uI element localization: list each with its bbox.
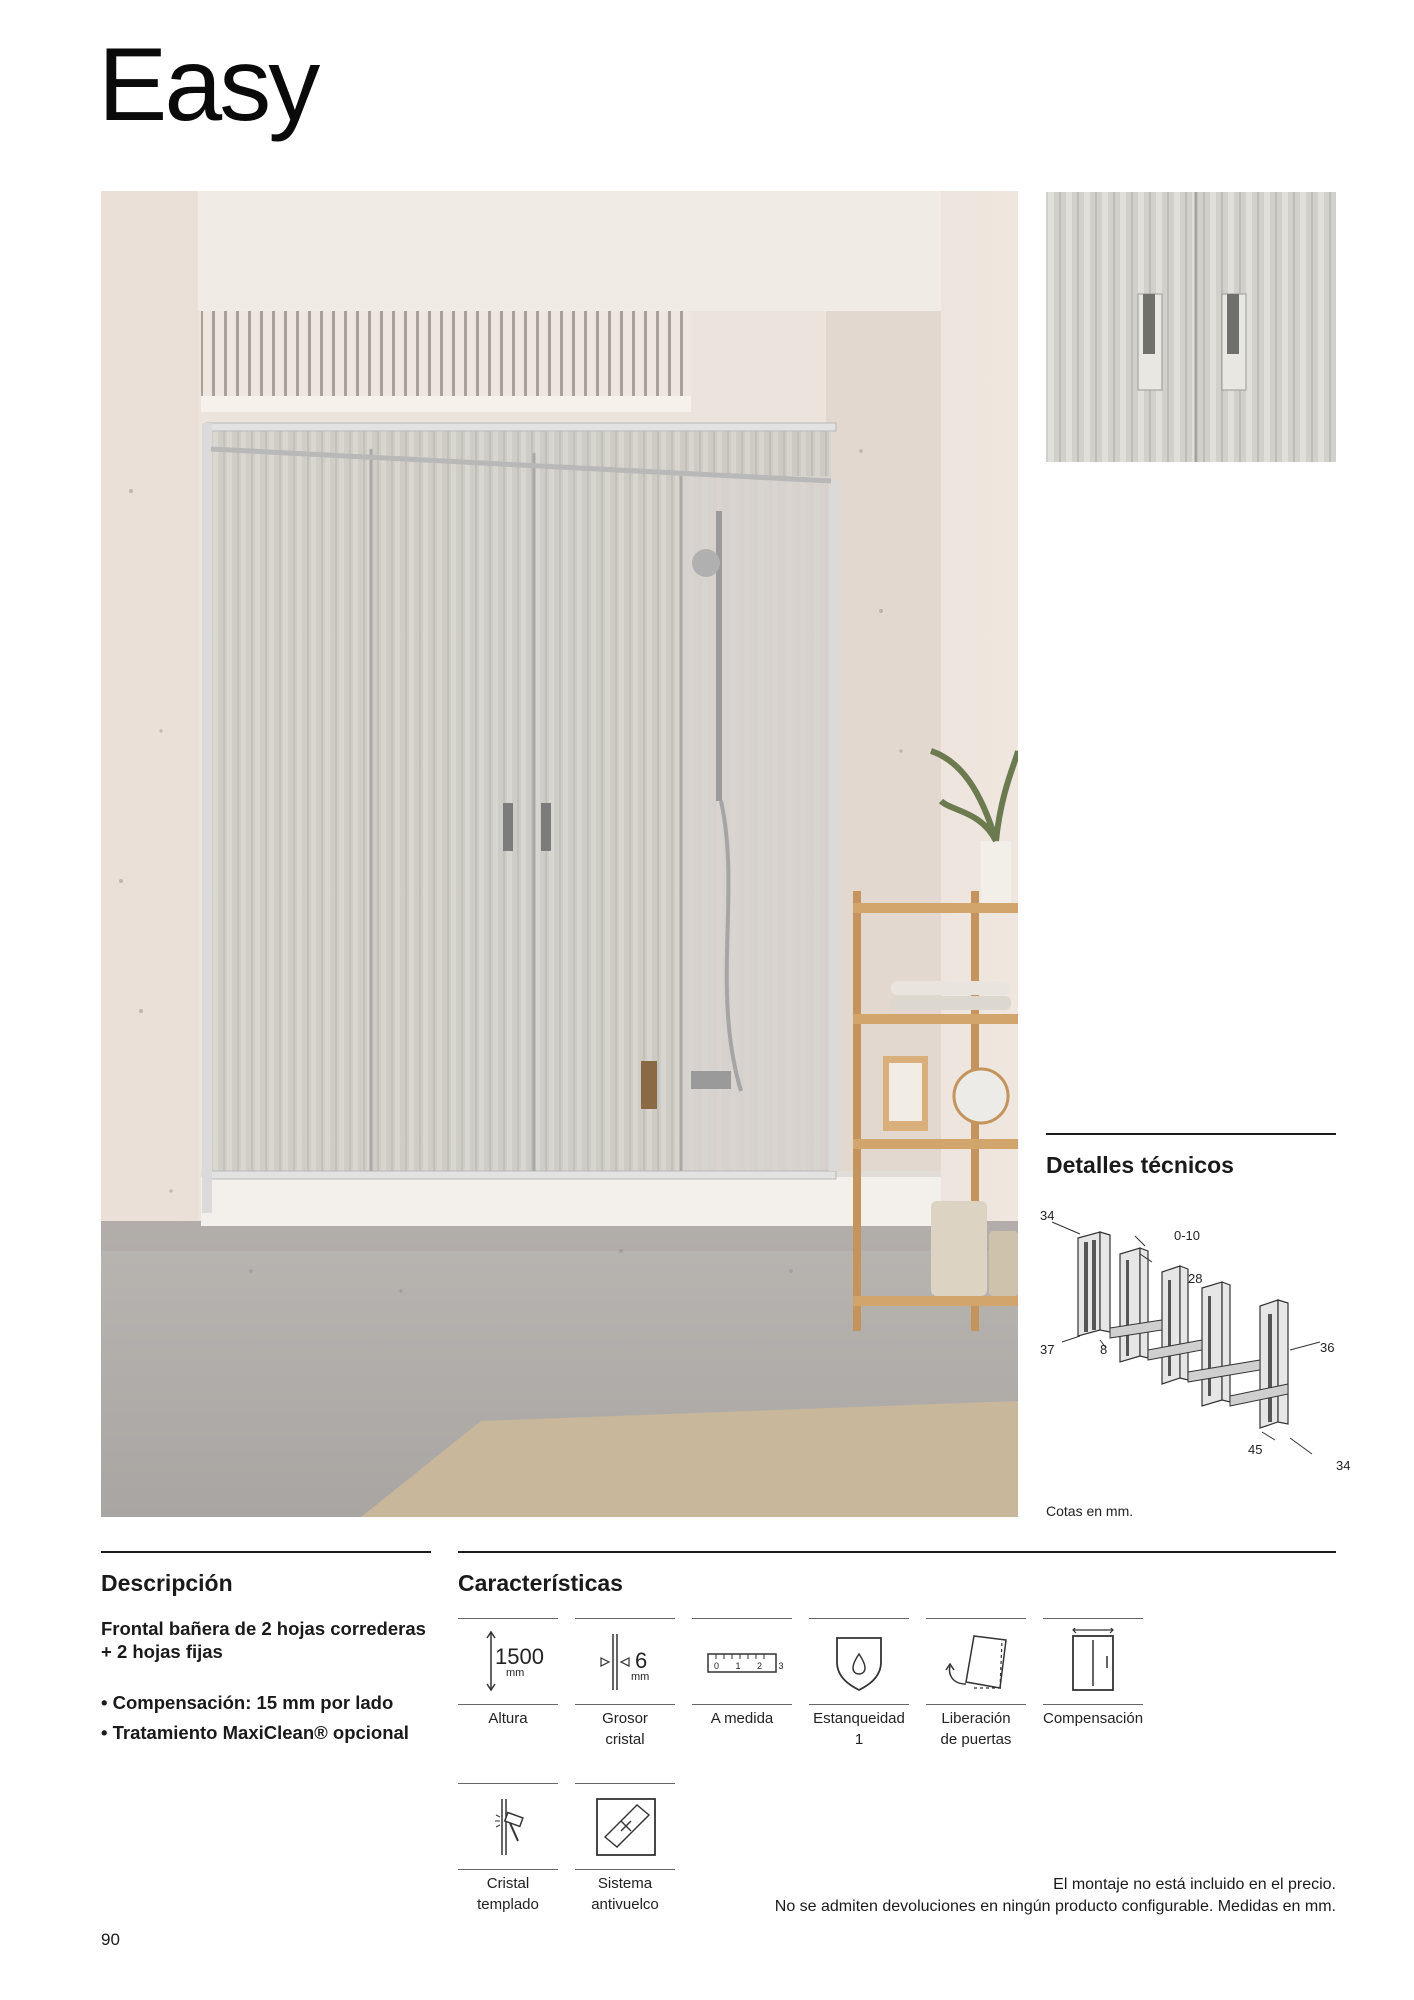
glass-thickness-icon — [575, 1628, 675, 1694]
footer-note: No se admiten devoluciones en ningún producto configurable. Medidas en mm. — [774, 1898, 1336, 1915]
description-line: Frontal bañera de 2 hojas correderas — [101, 1618, 426, 1639]
dim-label: 37 — [1040, 1342, 1055, 1357]
feature-custom-size — [692, 1618, 792, 1748]
dim-label: 34 — [1040, 1210, 1055, 1223]
svg-text:6: 6 — [635, 1648, 648, 1673]
bullet-item: • Compensación: 15 mm por lado — [101, 1692, 394, 1713]
feature-compensation — [1043, 1618, 1143, 1748]
feature-label: Grosor cristal — [602, 1710, 648, 1748]
feature-label: Cristal templado — [477, 1875, 539, 1913]
tech-heading: Detalles técnicos — [1046, 1152, 1234, 1178]
bullet-item: • Tratamiento MaxiClean® opcional — [101, 1722, 409, 1743]
tempered-glass-hammer-icon — [458, 1793, 558, 1859]
dim-label: 0-10 — [1174, 1228, 1201, 1243]
features-rule — [458, 1551, 1336, 1553]
dim-label: 45 — [1248, 1442, 1263, 1457]
svg-text:0 1 2 3: 0 1 2 3 — [714, 1661, 791, 1671]
feature-label: Sistema antivuelco — [591, 1875, 659, 1913]
description-heading: Descripción — [101, 1570, 233, 1596]
anti-tip-system-icon — [575, 1793, 675, 1859]
dim-label: 28 — [1188, 1271, 1203, 1286]
dim-label: 8 — [1100, 1342, 1108, 1357]
description-text — [101, 1617, 426, 1663]
feature-label: Estanqueidad 1 — [813, 1710, 905, 1748]
feature-glass-thickness — [575, 1618, 675, 1748]
ruler-icon — [692, 1628, 792, 1694]
page-title: Easy — [98, 27, 318, 143]
description-bullets — [101, 1688, 409, 1748]
page-number: 90 — [101, 1930, 120, 1949]
description-line: + 2 hojas fijas — [101, 1641, 223, 1662]
technical-diagram — [1040, 1210, 1360, 1480]
compensation-icon — [1043, 1628, 1143, 1694]
dimensions-caption: Cotas en mm. — [1046, 1503, 1134, 1519]
feature-anti-tip — [575, 1783, 675, 1913]
handle-detail-photo — [1046, 192, 1336, 462]
feature-label: Altura — [488, 1710, 528, 1727]
feature-label: Compensación — [1043, 1710, 1144, 1727]
feature-door-release — [926, 1618, 1026, 1748]
feature-label: Liberación de puertas — [940, 1710, 1012, 1748]
features-heading: Características — [458, 1570, 623, 1596]
feature-height — [458, 1618, 558, 1748]
product-photo — [101, 191, 1018, 1517]
footer-note: El montaje no está incluido en el precio. — [1053, 1876, 1336, 1893]
feature-tempered-glass — [458, 1783, 558, 1913]
description-rule — [101, 1551, 431, 1553]
height-1500mm-icon — [458, 1628, 558, 1694]
door-release-icon — [926, 1628, 1026, 1694]
dim-label: 34 — [1336, 1458, 1351, 1473]
water-drop-shield-icon — [809, 1628, 909, 1694]
dim-label: 36 — [1320, 1340, 1335, 1355]
tech-rule — [1046, 1133, 1336, 1135]
feature-label: A medida — [710, 1710, 774, 1727]
feature-watertight — [809, 1618, 909, 1748]
svg-text:1500: 1500 — [495, 1644, 544, 1669]
svg-text:mm: mm — [506, 1667, 525, 1679]
svg-text:mm: mm — [631, 1671, 650, 1683]
